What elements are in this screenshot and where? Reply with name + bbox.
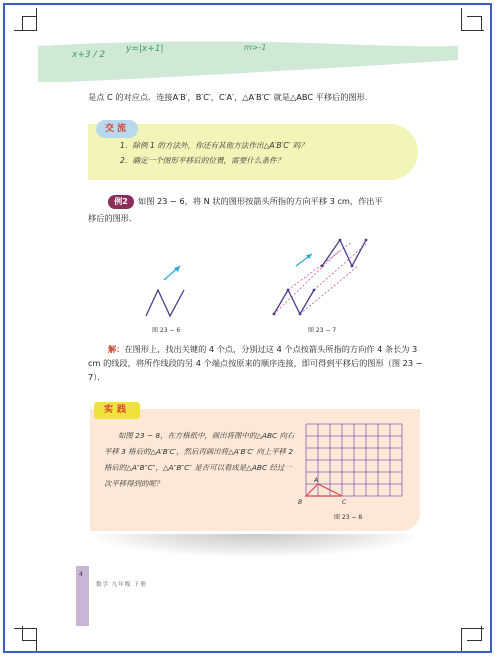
figure-23-6-caption: 图 23 − 6: [152, 327, 181, 334]
crop-mark-inner-top-left: [22, 16, 37, 31]
header-banner: [38, 38, 458, 82]
point: [313, 289, 316, 292]
practice-shadow: [96, 534, 414, 556]
translation-line-3: [300, 266, 358, 314]
figure-23-8: [296, 422, 416, 508]
original-n-shape: [274, 290, 314, 314]
discussion-item-1: 1．除例 1 的方法外，你还有其他方法作出△A′B′C′ 吗？: [120, 141, 308, 150]
solution-label: 解：: [108, 344, 125, 354]
example-badge: 例2: [108, 195, 134, 209]
figure-23-8-caption: 图 23 − 8: [334, 514, 363, 521]
discussion-item-2: 2．确定一个图形平移后的位置，需要什么条件？: [120, 156, 285, 165]
figure-23-6: [140, 262, 200, 322]
point-a-label: A: [314, 477, 319, 484]
point-c-label: C: [342, 499, 347, 506]
point: [339, 239, 342, 242]
triangle-abc: [306, 484, 342, 496]
translation-line-1: [274, 250, 340, 314]
intro-paragraph: 是点 C 的对应点．连接A′B′，B′C′，C′A′，△A′B′C′ 就是△ABC 平移后的图形．: [88, 92, 373, 102]
point: [299, 313, 302, 316]
crop-mark-inner-bottom-left: [22, 626, 37, 641]
point-b-label: B: [298, 499, 303, 506]
point: [273, 313, 276, 316]
banner-formula-2: y=|x+1|: [126, 44, 164, 54]
point: [351, 265, 354, 268]
translated-n-shape: [322, 240, 366, 266]
example-text-line-1: 如图 23 − 6，将 N 状的图形按箭头所指的方向平移 3 cm，作出平: [138, 196, 383, 206]
point: [365, 239, 368, 242]
solution-text: 在图形上，找出关键的 4 个点，分别过这 4 个点按箭头所指的方向作 4 条长为 3 cm 的线段，将所作线段的另 4 个端点按原来的顺序连接，即可得到平移后的图形（图 23 − 7）．: [88, 344, 423, 382]
translation-line-2: [288, 242, 352, 290]
practice-badge: 实践: [94, 402, 140, 419]
point: [287, 289, 290, 292]
figure-23-7: [262, 236, 374, 322]
point: [321, 265, 324, 268]
practice-text: 如图 23 − 8，在方格纸中，画出将图中的△ABC 向右平移 3 格后的△A′B′C′，然后再画出将△A′B′C′ 向上平移 2 格后的△A″B″C″，△A″B″C″ 是否可以看成是△ABC 经过一次平移得到的呢？: [104, 431, 295, 488]
banner-formula-3: m>-1: [244, 43, 267, 52]
discussion-box: [88, 124, 418, 180]
n-shape: [146, 290, 184, 316]
example-text-line-2: 移后的图形．: [88, 213, 138, 223]
figure-23-7-caption: 图 23 − 7: [308, 327, 337, 334]
discussion-list: [106, 138, 420, 168]
crop-mark-inner-top-right: [467, 16, 482, 31]
banner-formula-1: x+3 / 2: [72, 50, 106, 60]
solution-paragraph: [88, 342, 428, 384]
crop-mark-inner-bottom-right: [467, 626, 482, 641]
page-number: 4: [79, 571, 83, 578]
discussion-badge: 交流: [96, 120, 138, 138]
book-title: 数学 九年级 下册: [96, 582, 147, 588]
